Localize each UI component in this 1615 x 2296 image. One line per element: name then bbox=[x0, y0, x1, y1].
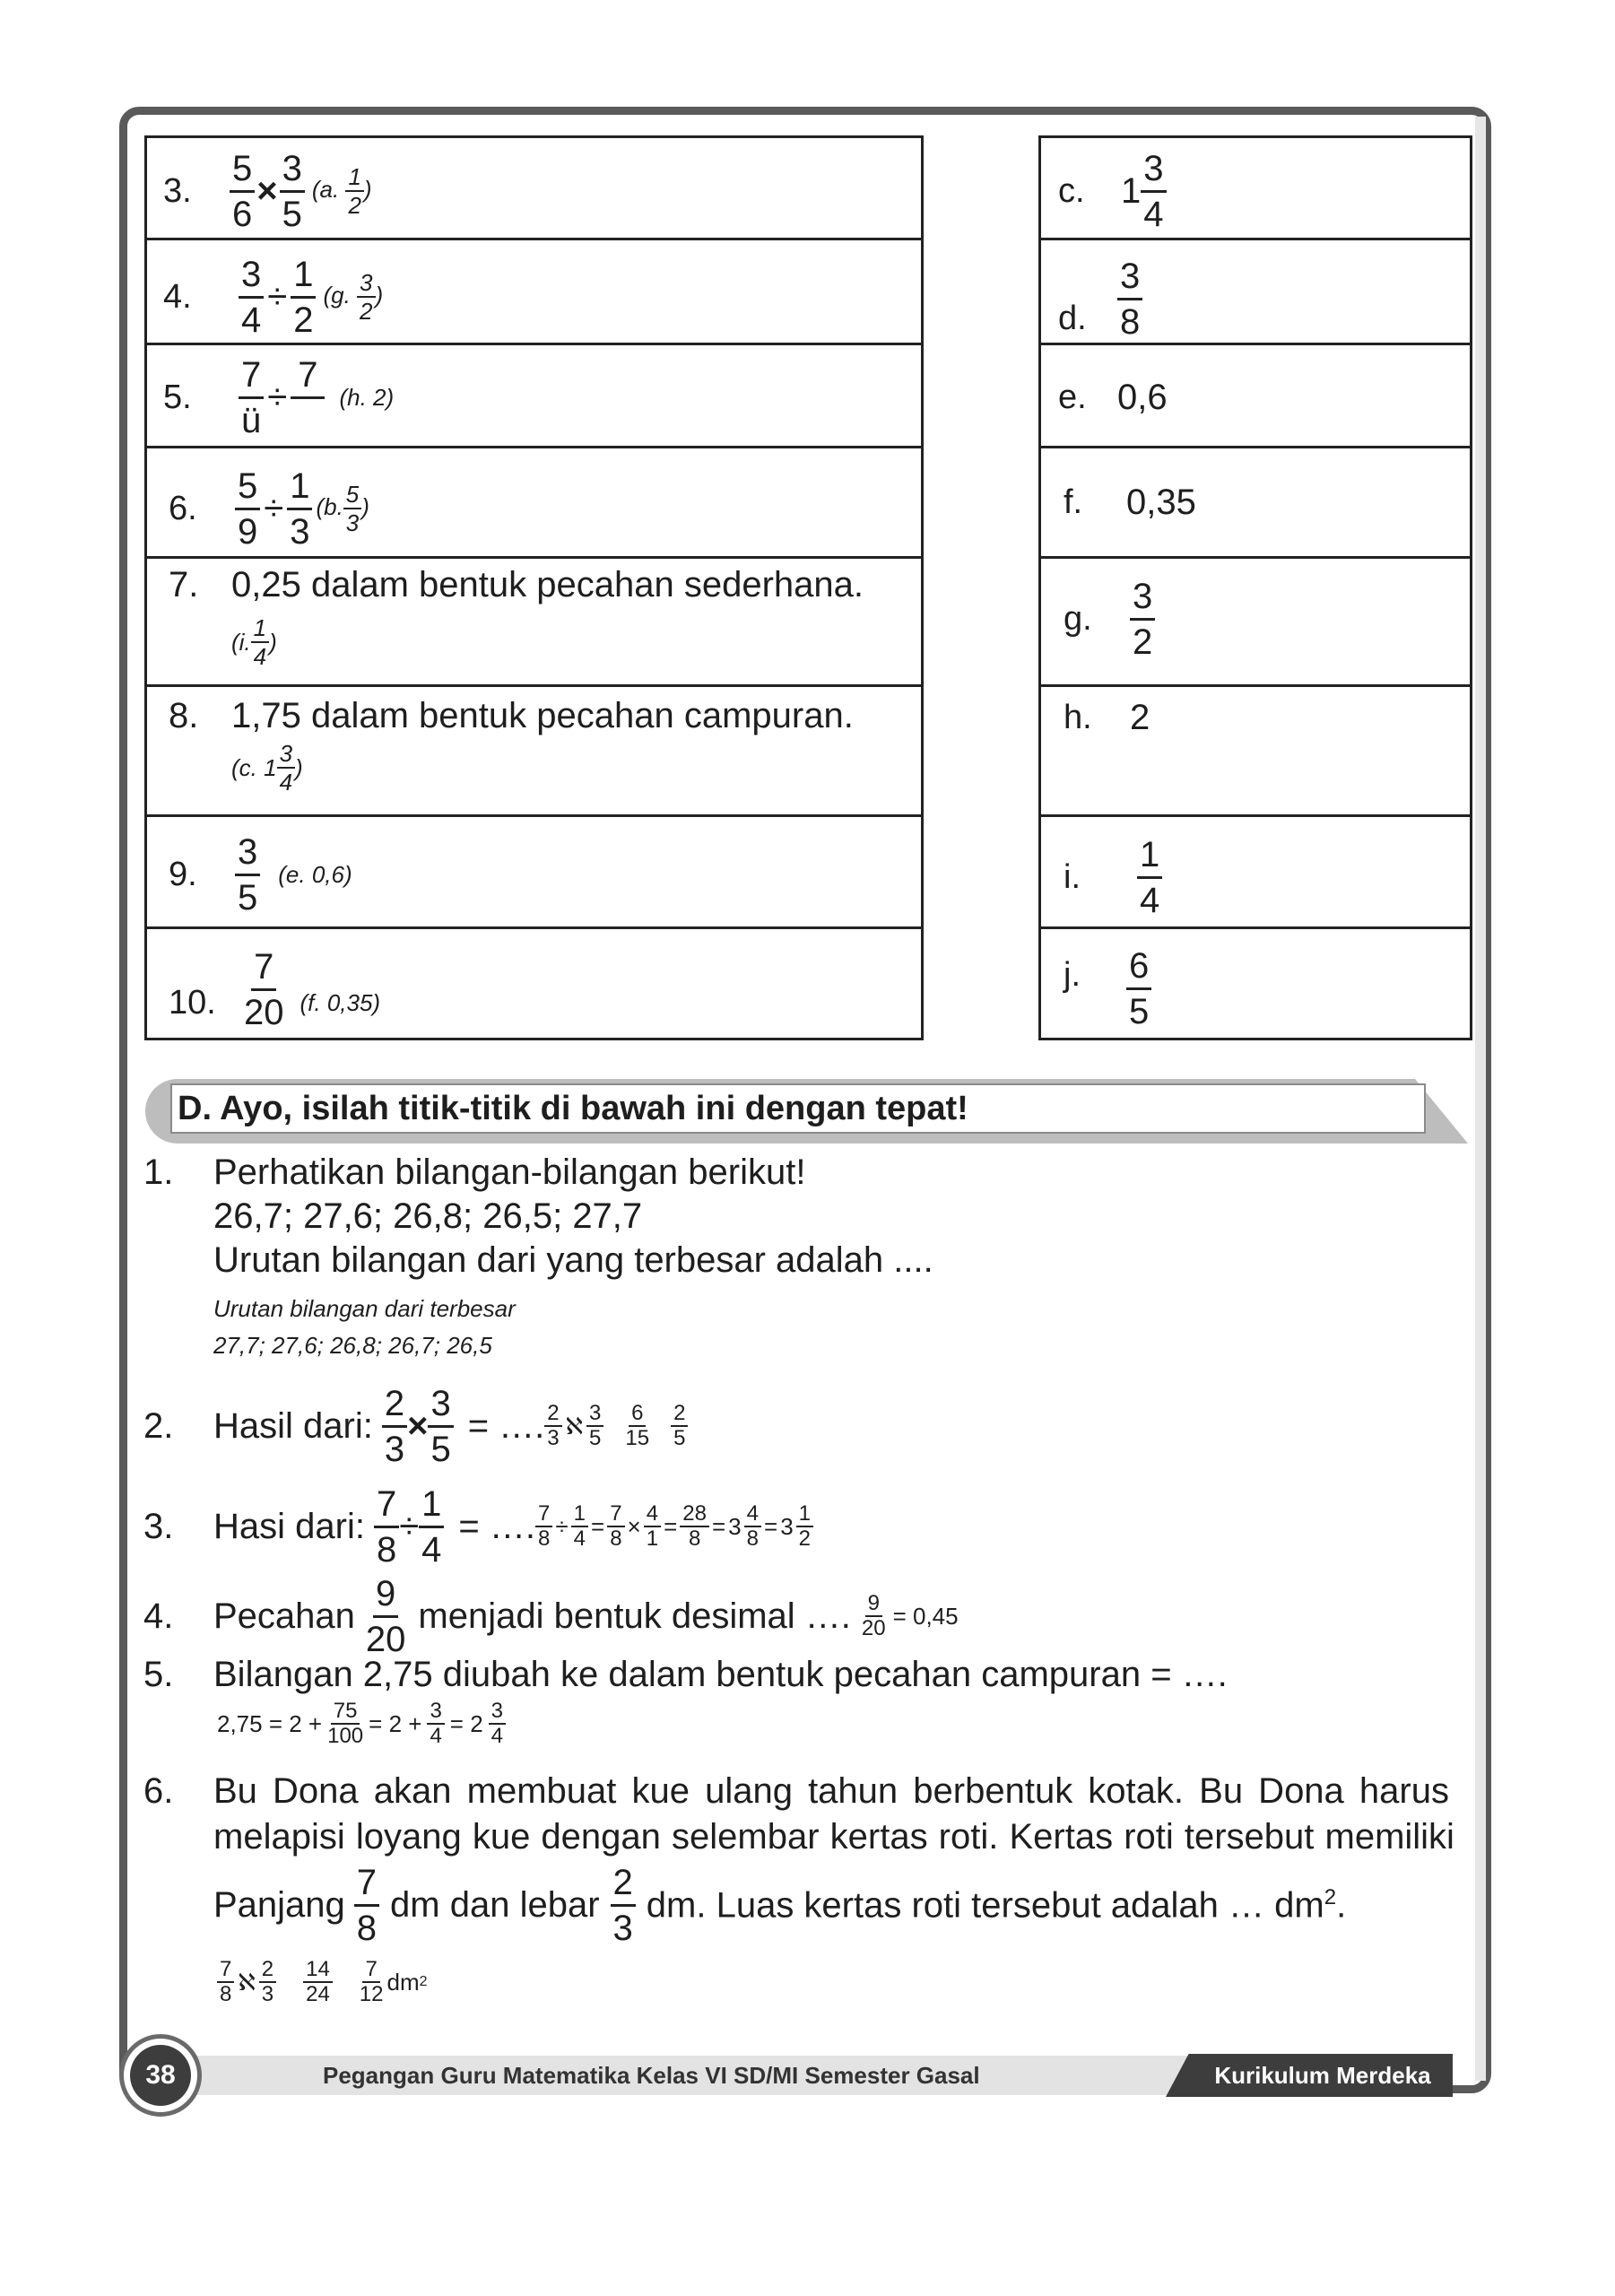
fraction: $\frac{1}{2}$ bbox=[291, 257, 316, 338]
question-number: 4. bbox=[143, 1596, 174, 1636]
question-text: 0,25 dalam bentuk pecahan sederhana. bbox=[231, 565, 864, 604]
option-letter: d. bbox=[1058, 299, 1087, 337]
operator: ÷ bbox=[267, 377, 288, 417]
question-text: Panjang bbox=[213, 1885, 345, 1925]
question-text: melapisi loyang kue dengan selembar kertas roti. Kertas roti tersebut memiliki bbox=[213, 1817, 1454, 1857]
page-number: 38 bbox=[130, 2045, 191, 2106]
footer-title: Pegangan Guru Matematika Kelas VI SD/MI Semester Gasal bbox=[323, 2062, 980, 2089]
row-number: 3. bbox=[163, 171, 192, 210]
option-letter: f. bbox=[1064, 483, 1083, 521]
question-1 bbox=[143, 1152, 933, 1360]
option-item bbox=[1058, 372, 1168, 422]
table-divider bbox=[1038, 814, 1472, 817]
table-divider bbox=[144, 926, 924, 929]
answer-key: 27,7; 27,6; 26,8; 26,7; 26,5 bbox=[213, 1332, 492, 1359]
fraction: $\frac{5}{6}$ bbox=[230, 151, 255, 232]
operator: ÷ bbox=[399, 1506, 420, 1546]
operator: ÷ bbox=[264, 488, 284, 528]
answer-key: (e. 0,6) bbox=[278, 860, 352, 888]
question-number: 5. bbox=[143, 1655, 174, 1694]
answer-key: (f. 0,35) bbox=[300, 988, 381, 1016]
fraction: $\frac{7}{20}$ bbox=[244, 946, 284, 1032]
question-text: Hasi dari: bbox=[213, 1506, 365, 1546]
table-divider bbox=[144, 238, 924, 240]
option-value: 0,35 bbox=[1126, 482, 1196, 522]
fraction: $\frac{9}{20}$ bbox=[365, 1573, 406, 1659]
question-text: 1,75 dalam bentuk pecahan campuran. bbox=[231, 696, 854, 735]
question-text: Bilangan 2,75 diubah ke dalam bentuk pecahan campuran = …. bbox=[213, 1655, 1228, 1694]
fraction: $\frac{3}{4}$ bbox=[1141, 151, 1166, 232]
table-divider bbox=[1038, 684, 1472, 687]
table-row bbox=[169, 831, 352, 918]
table-row bbox=[163, 354, 395, 440]
question-6 bbox=[143, 1771, 1454, 2005]
operator: × bbox=[407, 1405, 429, 1446]
option-letter: c. bbox=[1058, 171, 1085, 210]
option-value: 2 bbox=[1130, 697, 1150, 737]
fraction: $\frac{1}{4}$ bbox=[1137, 837, 1162, 918]
section-title: D. Ayo, isilah titik-titik di bawah ini dengan tepat! bbox=[178, 1090, 968, 1127]
option-letter: i. bbox=[1064, 857, 1081, 896]
worked-answer: $\frac{2}{3}$ ℵ $\frac{3}{5}$ $\frac{6}{15}$ $\frac{2}{5}$ bbox=[544, 1403, 688, 1449]
option-item bbox=[1064, 477, 1196, 527]
row-number: 8. bbox=[169, 696, 199, 735]
question-text: dm dan lebar bbox=[390, 1885, 600, 1925]
operator: × bbox=[256, 170, 278, 211]
row-number: 4. bbox=[163, 277, 192, 316]
fraction: $\frac{3}{8}$ bbox=[1117, 258, 1142, 340]
operator: ÷ bbox=[267, 276, 288, 317]
table-row bbox=[169, 465, 369, 552]
table-divider bbox=[144, 343, 924, 345]
question-number: 1. bbox=[143, 1152, 174, 1192]
row-number: 7. bbox=[169, 565, 199, 604]
answer-key: Urutan bilangan dari terbesar bbox=[213, 1295, 516, 1322]
answer-key: (c. 1 $\frac{3}{4}$ ) bbox=[231, 740, 303, 796]
worked-answer: $\frac{9}{20}$ = 0,45 bbox=[861, 1591, 959, 1640]
option-letter: j. bbox=[1064, 955, 1081, 994]
fraction: $\frac{7}{8}$ bbox=[354, 1865, 379, 1946]
question-4 bbox=[143, 1571, 959, 1661]
table-divider bbox=[144, 556, 924, 559]
table-divider bbox=[1038, 556, 1472, 559]
table-divider bbox=[1038, 446, 1472, 448]
option-letter: g. bbox=[1064, 599, 1092, 638]
option-letter: h. bbox=[1064, 698, 1092, 736]
row-number: 10. bbox=[169, 983, 216, 1022]
worked-answer: $\frac{7}{8}$ ℵ $\frac{2}{3}$ $\frac{14}{24}$ $\frac{7}{12}$ dm 2 bbox=[217, 1959, 1454, 2005]
fraction: $\frac{6}{5}$ bbox=[1126, 948, 1151, 1030]
fraction: $\frac{2}{3}$ bbox=[382, 1386, 407, 1467]
question-text: Pecahan bbox=[213, 1596, 355, 1636]
fraction: $\frac{1}{3}$ bbox=[287, 468, 312, 550]
table-row bbox=[163, 148, 372, 234]
answer-key: (a. $\frac{1}{2}$ ) bbox=[311, 163, 372, 219]
fraction: $\frac{3}{5}$ bbox=[280, 151, 305, 232]
table-row bbox=[169, 565, 864, 668]
equals-blank: = …. bbox=[467, 1405, 545, 1446]
question-text: dm. Luas kertas roti tersebut adalah … $dm^2$. bbox=[646, 1884, 1347, 1926]
option-item bbox=[1064, 832, 1162, 922]
option-item bbox=[1064, 944, 1151, 1033]
table-divider bbox=[1038, 926, 1472, 929]
option-item bbox=[1064, 574, 1155, 664]
question-text: Bu Dona akan membuat kue ulang tahun berbentuk kotak. Bu Dona harus bbox=[213, 1771, 1449, 1811]
question-5 bbox=[143, 1655, 1228, 1747]
table-divider bbox=[1038, 343, 1472, 345]
footer-badge: Kurikulum Merdeka bbox=[1214, 2062, 1431, 2089]
fraction: $\frac{3}{5}$ bbox=[428, 1386, 453, 1467]
worked-answer: 2,75 = 2 + $\frac{75}{100}$ = 2 + $\frac{3}{4}$ = 2 $\frac{3}{4}$ bbox=[217, 1700, 1228, 1747]
equals-blank: = …. bbox=[458, 1506, 535, 1546]
row-number: 5. bbox=[163, 378, 192, 416]
question-text: menjadi bentuk desimal …. bbox=[418, 1596, 851, 1636]
worked-answer: $\frac{7}{8}$ ÷ $\frac{1}{4}$ = $\frac{7}{8}$ × $\frac{4}{1}$ = $\frac{28}{8}$ = 3 $\frac{4}{8}$ = 3 $\frac{1}{2}$ bbox=[535, 1503, 813, 1550]
page-frame-shadow bbox=[1475, 117, 1486, 2081]
question-text: 26,7; 27,6; 26,8; 26,5; 27,7 bbox=[213, 1196, 643, 1236]
row-number: 6. bbox=[169, 489, 197, 527]
table-divider bbox=[1038, 238, 1472, 240]
fraction: $\frac{5}{9}$ bbox=[235, 468, 260, 550]
table-row bbox=[169, 696, 854, 794]
answer-key: (h. 2) bbox=[339, 383, 395, 411]
row-number: 9. bbox=[169, 855, 197, 893]
question-number: 2. bbox=[143, 1405, 174, 1446]
question-text: Hasil dari: bbox=[213, 1405, 373, 1446]
fraction: $\frac{3}{4}$ bbox=[239, 257, 264, 338]
fraction: $\frac{1}{4}$ bbox=[419, 1486, 444, 1568]
fraction: 7 bbox=[291, 357, 325, 439]
option-item bbox=[1058, 257, 1142, 341]
question-3 bbox=[143, 1482, 813, 1571]
option-item bbox=[1064, 692, 1150, 743]
answer-key: (b. $\frac{5}{3}$ ) bbox=[316, 481, 369, 536]
table-divider bbox=[144, 814, 924, 817]
table-divider bbox=[144, 446, 924, 448]
fraction: $\frac{2}{3}$ bbox=[611, 1865, 636, 1946]
table-row bbox=[163, 254, 384, 340]
question-text: Urutan bilangan dari yang terbesar adalah .... bbox=[213, 1240, 933, 1280]
question-number: 6. bbox=[143, 1771, 174, 1811]
answer-key: (i. $\frac{1}{4}$ ) bbox=[231, 614, 277, 670]
table-divider bbox=[144, 684, 924, 687]
option-value: 0,6 bbox=[1117, 377, 1168, 417]
fraction: $\frac{3}{2}$ bbox=[1130, 578, 1155, 660]
fraction: $\frac{7}{8}$ bbox=[374, 1486, 399, 1568]
question-2 bbox=[143, 1381, 688, 1471]
question-text: Perhatikan bilangan-bilangan berikut! bbox=[213, 1152, 806, 1192]
option-item: c. 1 $\frac{3}{4}$ bbox=[1058, 149, 1167, 233]
question-number: 3. bbox=[143, 1506, 174, 1546]
fraction: $\frac{3}{5}$ bbox=[235, 834, 260, 916]
answer-key: (g. $\frac{3}{2}$ ) bbox=[323, 269, 384, 325]
option-letter: e. bbox=[1058, 378, 1087, 416]
fraction: $\frac{7}{ü}$ bbox=[239, 357, 264, 439]
table-row bbox=[169, 946, 380, 1032]
